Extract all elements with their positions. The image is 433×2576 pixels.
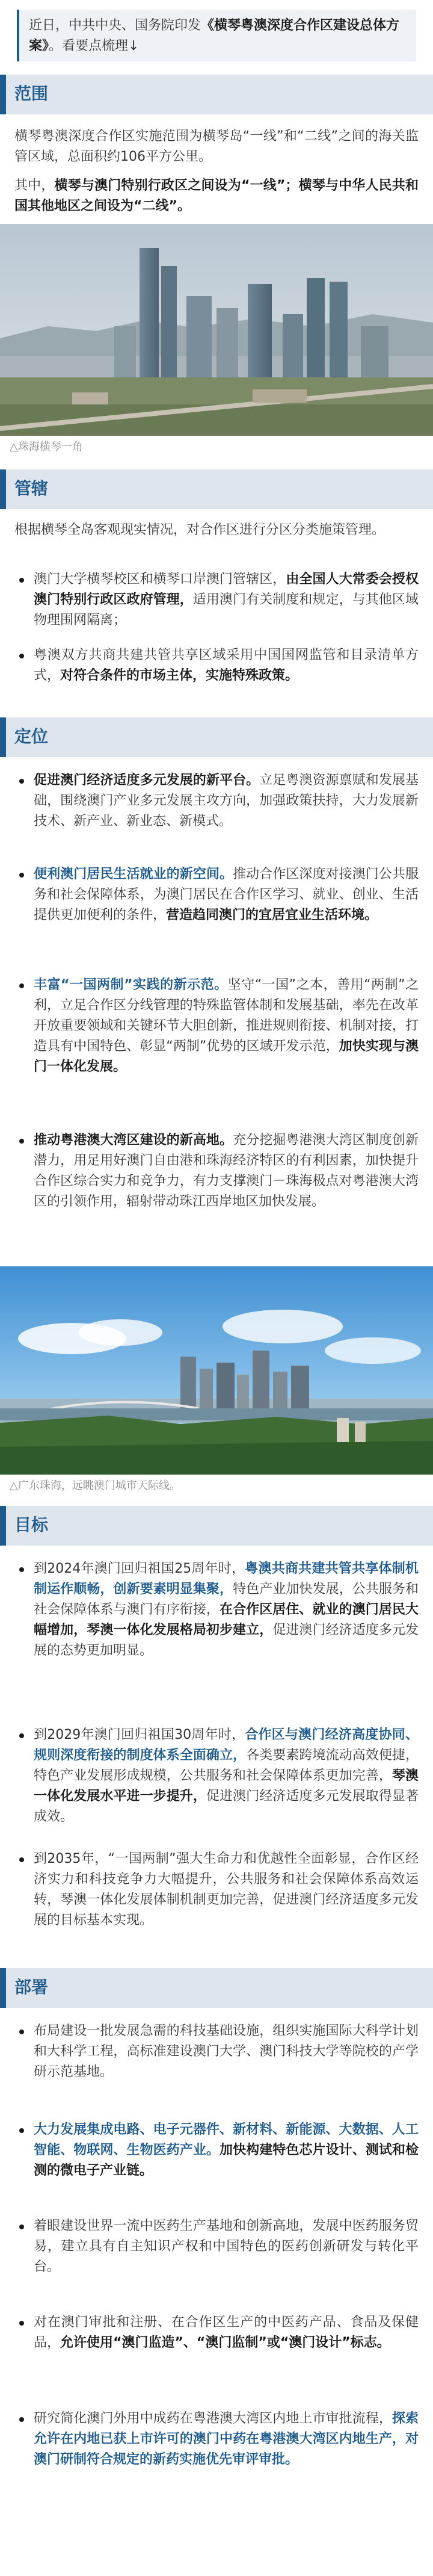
text: 粤澳双方共商共建共管共享区域采用中国国网监管和目录清单方式， [34, 648, 419, 683]
text: 到2024年澳门回归祖国25周年时， [34, 1561, 245, 1576]
positioning-bullet-2 [14, 864, 419, 926]
section-title: 部署 [14, 1977, 49, 1997]
section-title: 管辖 [14, 478, 49, 498]
text-highlight: 便利澳门居民生活就业的新空间。 [34, 867, 233, 882]
positioning-bullet-3 [14, 975, 419, 1077]
text-bold: 营造趋同澳门的宜居宜业生活环境。 [166, 908, 378, 923]
text-highlight: 粤澳共商共建共管共享体制机制运作顺畅，创新要素明显集聚， [34, 1561, 419, 1597]
photo-hengqin-skyline [0, 224, 433, 436]
goals-bullet-1 [14, 1559, 419, 1661]
goals-bullet-3 [14, 1849, 419, 1931]
deployment-bullet-5 [14, 2409, 419, 2470]
deployment-bullet-4 [14, 2312, 419, 2353]
section-header-governance [0, 469, 433, 509]
section-header-goals [0, 1506, 433, 1546]
bullet-dot [19, 1733, 24, 1738]
bullet-dot [19, 873, 24, 878]
section-accent-bar [0, 1968, 6, 2008]
bullet-dot [19, 2030, 24, 2034]
bullet-dot [19, 578, 24, 583]
text-highlight: 丰富“一国两制”实践的新示范。 [34, 977, 228, 992]
section-header-deployment [0, 1968, 433, 2008]
bullet-dot [19, 1567, 24, 1572]
text: 适用澳门有关制度和规定，与其他区域物理围网隔离； [34, 592, 419, 628]
section-accent-bar [0, 75, 6, 114]
text: 推动合作区深度对接澳门公共服务和社会保障体系，为澳门居民在合作区学习、就业、创业、生活提供更加便利的条件， [34, 867, 419, 923]
section-accent-bar [0, 717, 6, 757]
text-highlight: 探索允许在内地已获上市许可的澳门中药在粤港澳大湾区内地生产，对澳门研制符合规定的新药实施优先审评审批。 [34, 2411, 419, 2467]
intro-title: 《横琴粤澳深度合作区建设总体方案》 [29, 18, 400, 54]
text-highlight: 合作区与澳门经济高度协同、规则深度衔接的制度体系全面确立， [34, 1727, 419, 1763]
text-bold: 在合作区居住、就业的澳门居民大幅增加，琴澳一体化发展格局初步建立， [34, 1602, 419, 1638]
section-accent-bar [0, 1506, 6, 1546]
text: 特色产业加快发展，公共服务和社会保障体系与澳门有序衔接， [34, 1582, 419, 1617]
intro-tail: 。看要点梳理↓ [49, 39, 140, 54]
text-bold: 琴澳一体化发展水平进一步提升， [34, 1768, 419, 1804]
bullet-dot [19, 2321, 24, 2326]
text: 坚守“一国”之本，善用“两制”之利，立足合作区分线管理的特殊监管体制和发展基础，率先在改革开放重要领域和关键环节大胆创新，推进规则衔接、机制对接，打造具有中国特色、彰显“两制”优势的区域开发示范， [34, 977, 419, 1054]
text: 布局建设一批发展急需的科技基础设施，组织实施国际大科学计划和大科学工程，高标准建设澳门大学、澳门科技大学等院校的产学研示范基地。 [34, 2023, 419, 2079]
governance-bullet-2 [14, 645, 419, 686]
text-bold: 由全国人大常委会授权澳门特别行政区政府管理， [34, 572, 419, 607]
bullet-dot [19, 654, 24, 658]
photo-macau-skyline [0, 1266, 433, 1475]
text: 着眼建设世界一流中医药生产基地和创新高地，发展中医药服务贸易，建立具有自主知识产权和中国特色的医药创新研发与转化平台。 [34, 2218, 419, 2274]
text: 对在澳门审批和注册、在合作区生产的中医药产品、食品及保健品， [34, 2315, 419, 2350]
text: 促进澳门经济适度多元发展的态势更加明显。 [34, 1623, 419, 1658]
bullet-dot [19, 2417, 24, 2422]
scope-paragraph-1: 横琴粤澳深度合作区实施范围为横琴岛“一线”和“二线”之间的海关监管区域，总面积约106平方公里。 [14, 129, 419, 164]
bullet-dot [19, 2225, 24, 2229]
section-title: 定位 [14, 726, 49, 746]
scope-p2-lead: 其中， [14, 178, 55, 193]
scope-p2-bold: 横琴与澳门特别行政区之间设为“一线”；横琴与中华人民共和国其他地区之间设为“二线”。 [14, 178, 419, 214]
goals-bullet-2 [14, 1725, 419, 1827]
text-bold: 加快实现与澳门一体化发展。 [34, 1039, 419, 1074]
bullet-dot [19, 1857, 24, 1862]
text: 到2035年，“一国两制”强大生命力和优越性全面彰显，合作区经济实力和科技竞争力大幅提升，公共服务和社会保障体系高效运转，琴澳一体化发展体制机制更加完善，促进澳门经济适度多元发展的目标基本实现。 [34, 1851, 419, 1928]
deployment-bullet-3 [14, 2216, 419, 2277]
photo-caption-1: △珠海横琴一角 [10, 441, 83, 453]
section-title: 目标 [14, 1515, 49, 1535]
governance-intro: 根据横琴全岛客观现实情况，对合作区进行分区分类施策管理。 [14, 522, 385, 537]
text: 促进澳门经济适度多元发展取得显著成效。 [34, 1789, 419, 1824]
bullet-dot [19, 2128, 24, 2133]
text-highlight: 大力发展集成电路、电子元器件、新材料、新能源、大数据、人工智能、物联网、生物医药产业。 [34, 2122, 419, 2158]
positioning-bullet-1 [14, 770, 419, 832]
deployment-bullet-1 [14, 2021, 419, 2082]
section-accent-bar [0, 469, 6, 509]
text-bold: 推动粤港澳大湾区建设的新高地。 [34, 1133, 233, 1148]
intro-lead: 近日，中共中央、国务院印发 [29, 18, 201, 33]
bullet-dot [19, 983, 24, 988]
text: 澳门大学横琴校区和横琴口岸澳门管辖区， [34, 572, 286, 587]
bullet-dot [19, 779, 24, 784]
text-bold: 促进澳门经济适度多元发展的新平台。 [34, 773, 260, 788]
scope-paragraph-2 [14, 176, 419, 217]
photo-caption-2: △广东珠海，远眺澳门城市天际线。 [10, 1479, 180, 1492]
section-header-positioning [0, 717, 433, 757]
text-bold: 加快构建特色芯片设计、测试和检测的微电子产业链。 [34, 2143, 419, 2178]
governance-bullet-1 [14, 569, 419, 631]
section-header-scope [0, 75, 433, 114]
section-title: 范围 [14, 84, 49, 104]
text-bold: 对符合条件的市场主体，实施特殊政策。 [60, 668, 299, 683]
text: 到2029年澳门回归祖国30周年时， [34, 1727, 245, 1742]
text: 充分挖掘粤港澳大湾区制度创新潜力，用足用好澳门自由港和珠海经济特区的有利因素，加快提升合作区综合实力和竞争力，有力支撑澳门－珠海极点对粤港澳大湾区的引领作用，辐射带动珠江西岸地区加快发展。 [34, 1133, 419, 1209]
text: 立足粤澳资源禀赋和发展基础，围绕澳门产业多元发展主攻方向，加强政策扶持，大力发展新技术、新产业、新业态、新模式。 [34, 773, 419, 829]
text: 各类要素跨境流动高效便捷，特色产业发展形成规模，公共服务和社会保障体系更加完善， [34, 1748, 419, 1783]
deployment-bullet-2 [14, 2120, 419, 2181]
positioning-bullet-4 [14, 1130, 419, 1212]
bullet-dot [19, 1139, 24, 1144]
intro-box [17, 10, 416, 61]
text: 研究简化澳门外用中成药在粤港澳大湾区内地上市审批流程， [34, 2411, 392, 2426]
text-bold: 允许使用“澳门监造”、“澳门监制”或“澳门设计”标志。 [60, 2335, 390, 2350]
